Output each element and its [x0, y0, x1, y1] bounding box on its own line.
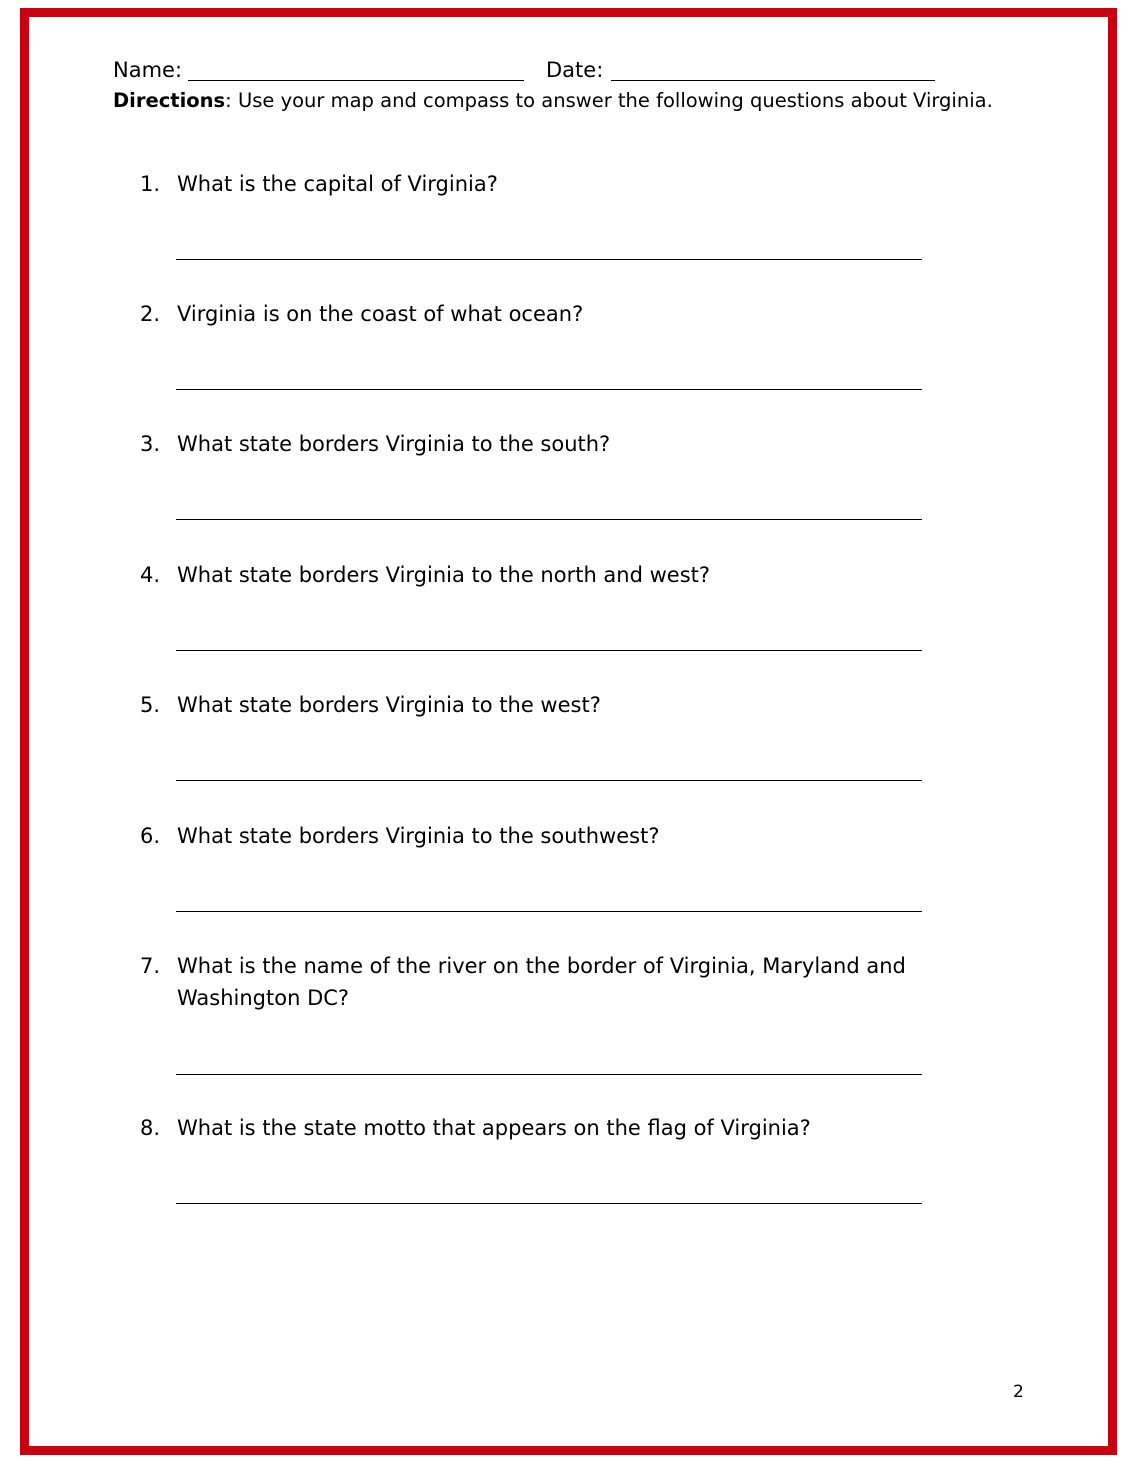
answer-line-5[interactable] [176, 780, 922, 781]
answer-line-3[interactable] [176, 519, 922, 520]
question-number: 2. [140, 302, 161, 326]
question-number: 6. [140, 824, 161, 848]
answer-line-4[interactable] [176, 650, 922, 651]
page-border [20, 8, 1117, 1455]
directions [113, 89, 993, 112]
question-text: Virginia is on the coast of what ocean? [177, 302, 584, 326]
answer-line-7[interactable] [176, 1074, 922, 1075]
question-number: 7. [140, 954, 161, 978]
directions-label: Directions [113, 89, 226, 112]
question-text: What state borders Virginia to the southwest? [177, 824, 660, 848]
question-text: What state borders Virginia to the south? [177, 432, 611, 456]
answer-line-1[interactable] [176, 259, 922, 260]
date-field[interactable] [611, 80, 935, 81]
question-text: What state borders Virginia to the north and west? [177, 563, 711, 587]
page-number: 2 [1013, 1382, 1024, 1402]
question-number: 4. [140, 563, 161, 587]
name-field[interactable] [188, 80, 524, 81]
header-row [113, 56, 943, 86]
answer-line-2[interactable] [176, 389, 922, 390]
question-number: 3. [140, 432, 161, 456]
date-label: Date: [546, 58, 604, 82]
question-text: What state borders Virginia to the west? [177, 693, 601, 717]
question-text: What is the capital of Virginia? [177, 172, 498, 196]
directions-text: : Use your map and compass to answer the following questions about Virginia. [225, 89, 993, 112]
question-number: 8. [140, 1116, 161, 1140]
answer-line-8[interactable] [176, 1203, 922, 1204]
question-text: What is the name of the river on the border of Virginia, Maryland and Washington DC? [177, 954, 906, 1010]
name-label: Name: [113, 58, 183, 82]
question-number: 5. [140, 693, 161, 717]
question-text: What is the state motto that appears on the flag of Virginia? [177, 1116, 811, 1140]
answer-line-6[interactable] [176, 911, 922, 912]
question-number: 1. [140, 172, 161, 196]
